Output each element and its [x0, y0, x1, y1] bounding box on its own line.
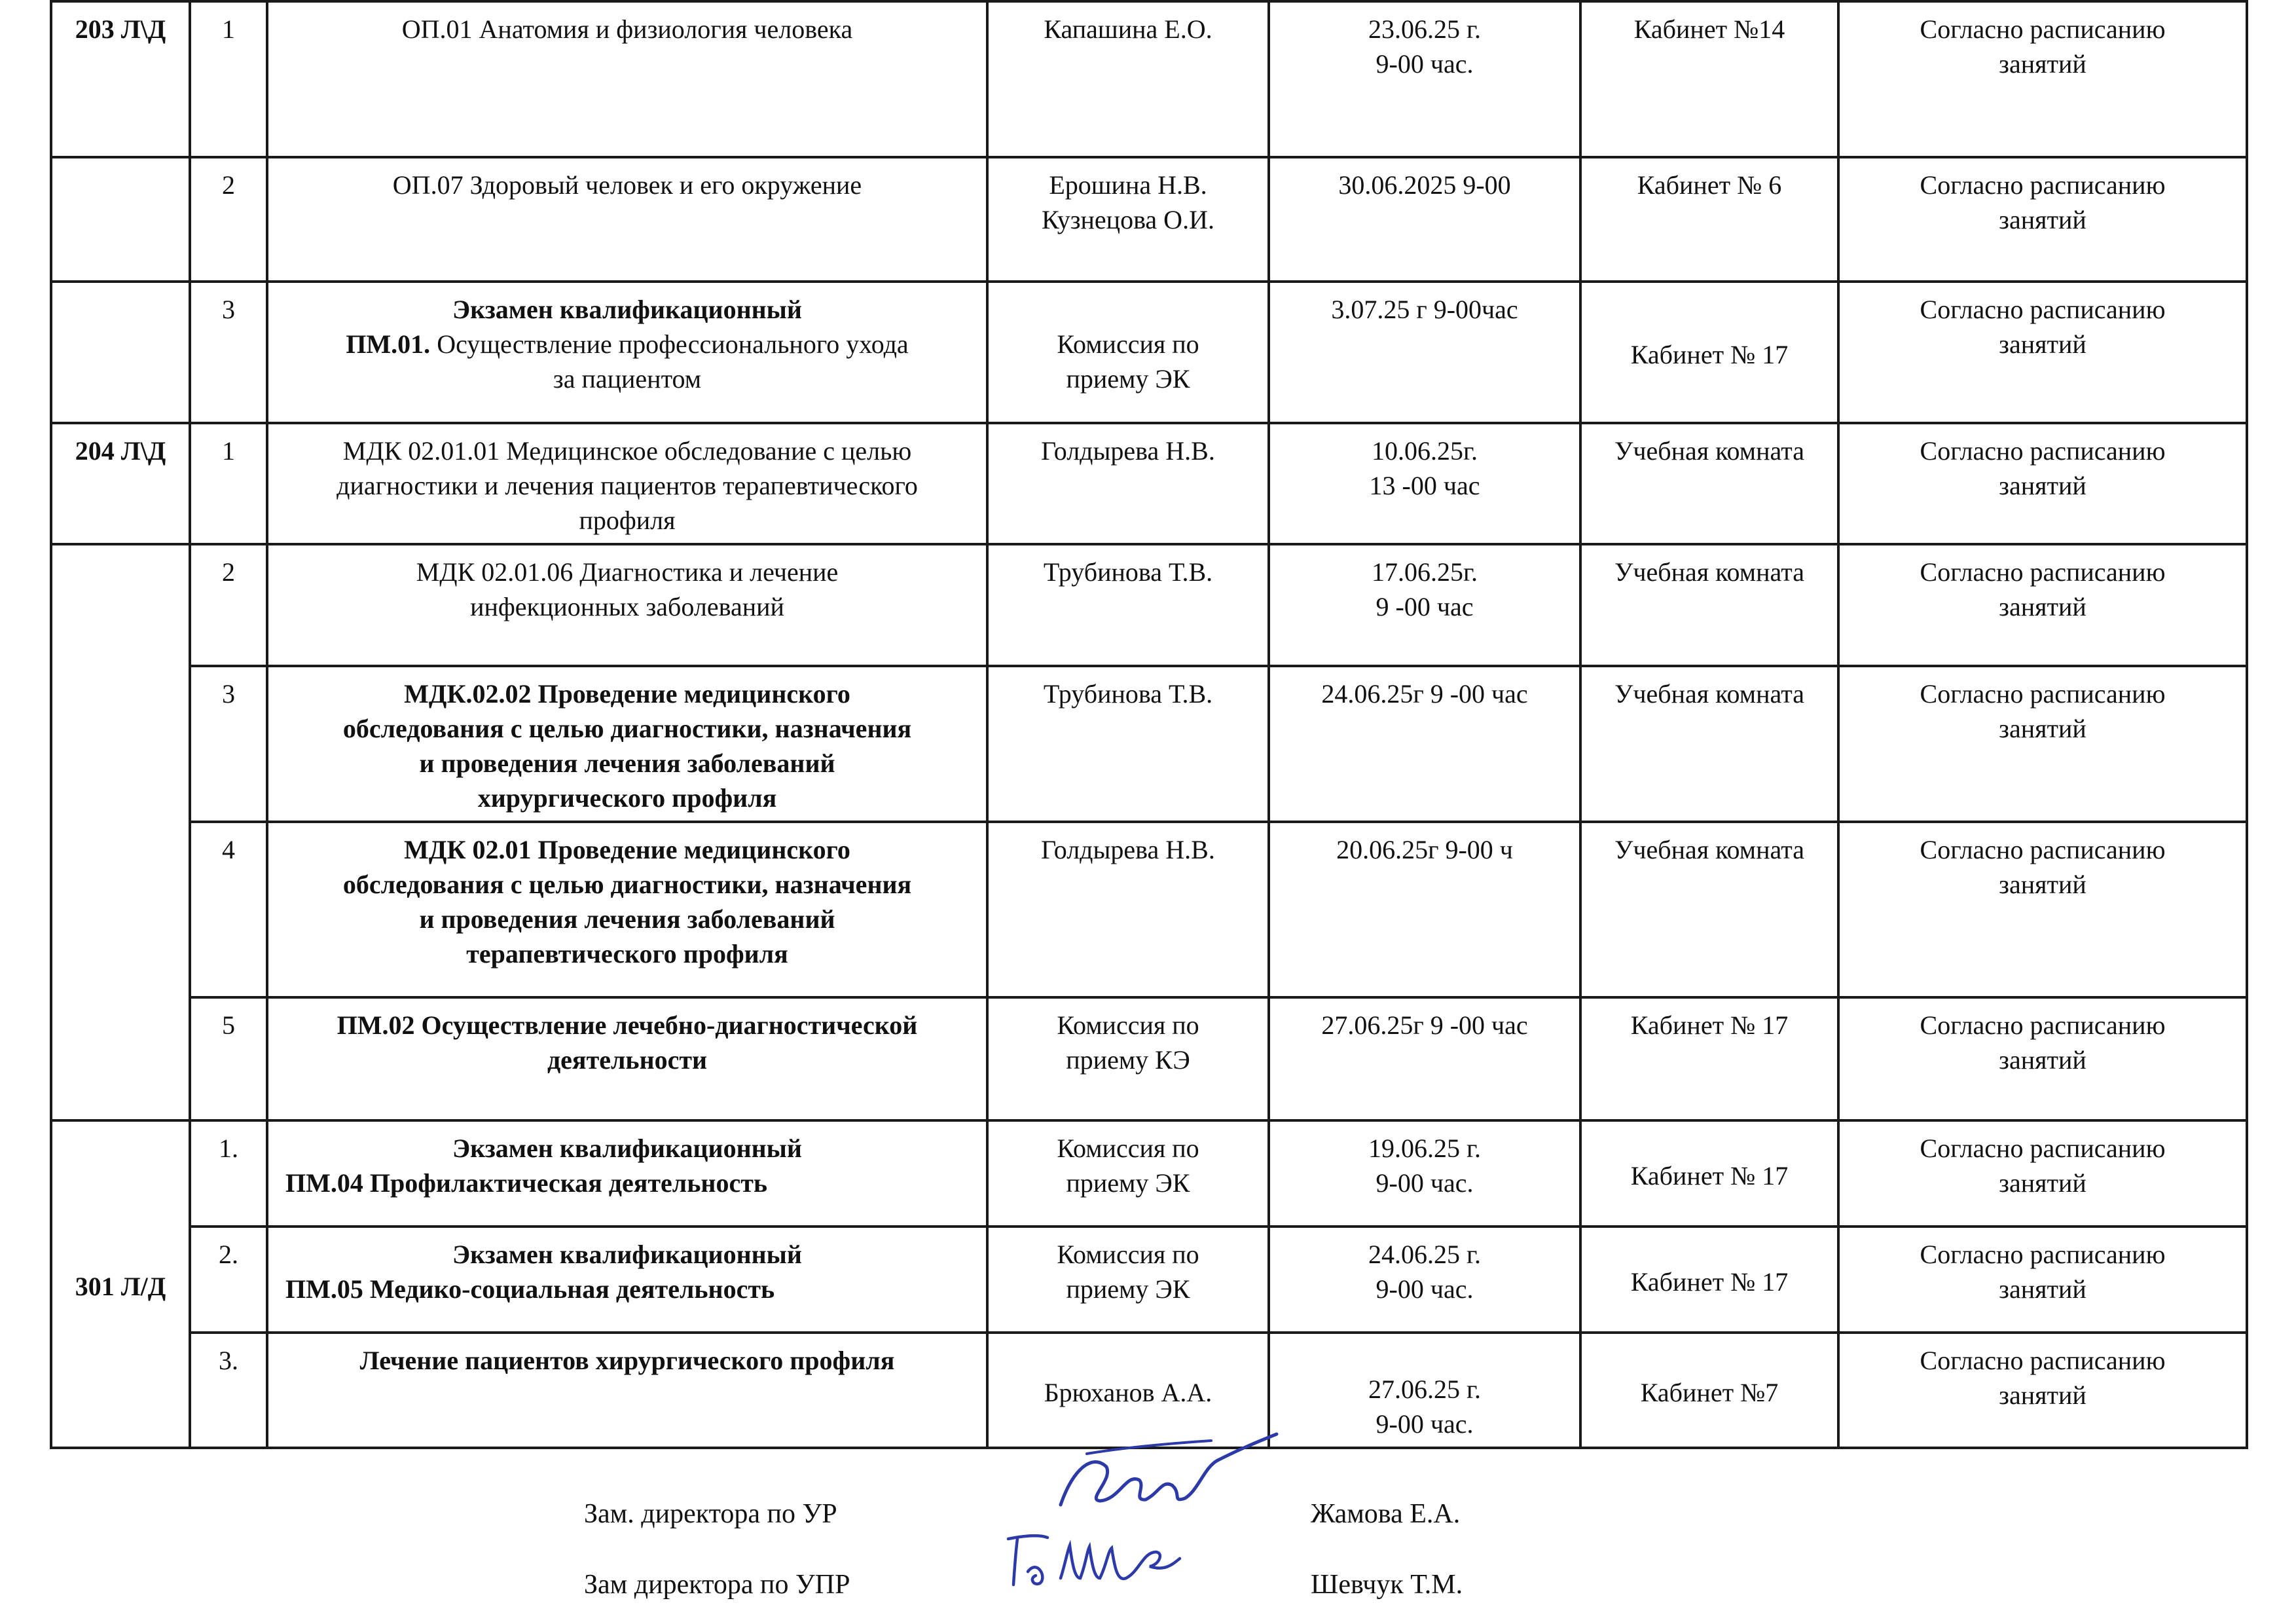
row-number: 3 [190, 282, 267, 423]
teacher-line: Комиссия по [1057, 1240, 1199, 1269]
subject-cell [267, 282, 987, 423]
table-row [51, 423, 2247, 544]
teacher-cell [987, 666, 1269, 822]
date-line: 23.06.25 г. [1368, 14, 1481, 44]
group-cell: 301 Л/Д [51, 1120, 190, 1448]
subject-cell [267, 822, 987, 997]
subject-line: Экзамен квалификационный [452, 1134, 802, 1163]
room-cell: Кабинет №7 [1580, 1333, 1838, 1448]
teacher-line: приему ЭК [1066, 1168, 1190, 1198]
subject-line: обследования с целью диагностики, назначения [342, 714, 912, 743]
group-cell: 203 Л\Д [51, 1, 190, 157]
teacher-line: приему ЭК [1066, 364, 1190, 394]
room-cell: Кабинет № 6 [1580, 157, 1838, 282]
consult-cell [1838, 157, 2247, 282]
consult-line: занятий [1999, 592, 2086, 621]
consult-cell [1838, 997, 2247, 1120]
subject-line: деятельности [547, 1045, 708, 1075]
table-row [51, 544, 2247, 666]
room-cell: Кабинет № 17 [1580, 997, 1838, 1120]
group-cell [51, 544, 190, 1120]
subject-line: и проведения лечения заболеваний [419, 748, 835, 778]
subject-line: ОП.07 Здоровый человек и его окружение [392, 170, 862, 200]
subject-line: Экзамен квалификационный [452, 1240, 802, 1269]
teacher-line: Кузнецова О.И. [1042, 205, 1214, 234]
teacher-line: Ерошина Н.В. [1049, 170, 1207, 200]
date-cell [1269, 666, 1580, 822]
row-number: 5 [190, 997, 267, 1120]
consult-line: Согласно расписанию [1920, 1134, 2166, 1163]
consult-line: Согласно расписанию [1920, 557, 2166, 587]
room-cell: Учебная комната [1580, 822, 1838, 997]
consult-cell [1838, 282, 2247, 423]
consult-cell [1838, 1227, 2247, 1333]
signatory-title-upr: Зам директора по УПР [584, 1570, 850, 1600]
subject-line: МДК.02.02 Проведение медицинского [404, 679, 850, 709]
row-number: 3 [190, 666, 267, 822]
consult-cell [1838, 423, 2247, 544]
row-number: 4 [190, 822, 267, 997]
consult-line: занятий [1999, 714, 2086, 743]
subject-cell [267, 997, 987, 1120]
group-cell [51, 282, 190, 423]
teacher-cell [987, 544, 1269, 666]
subject-cell [267, 1333, 987, 1448]
consult-line: Согласно расписанию [1920, 679, 2166, 709]
consult-line: Согласно расписанию [1920, 170, 2166, 200]
consult-line: занятий [1999, 1045, 2086, 1075]
date-line: 10.06.25г. [1372, 436, 1478, 466]
date-line: 24.06.25г 9 -00 час [1321, 679, 1528, 709]
date-cell [1269, 544, 1580, 666]
date-cell [1269, 282, 1580, 423]
signature-2 [1002, 1526, 1185, 1604]
table-row [51, 157, 2247, 282]
row-number: 2 [190, 157, 267, 282]
teacher-line: приему КЭ [1066, 1045, 1190, 1075]
room-cell: Кабинет №14 [1580, 1, 1838, 157]
subject-line: хирургического профиля [477, 783, 777, 813]
table-row [51, 1120, 2247, 1227]
teacher-line: Голдырева Н.В. [1041, 436, 1215, 466]
date-line: 13 -00 час [1369, 471, 1480, 500]
teacher-line: Комиссия по [1057, 329, 1199, 359]
subject-cell [267, 423, 987, 544]
date-cell [1269, 1227, 1580, 1333]
subject-line: ПМ.02 Осуществление лечебно-диагностической [337, 1010, 918, 1040]
table-row [51, 1227, 2247, 1333]
date-cell [1269, 997, 1580, 1120]
room-cell: Кабинет № 17 [1580, 1227, 1838, 1333]
date-line: 3.07.25 г 9-00час [1331, 295, 1518, 324]
subject-cell [267, 1227, 987, 1333]
subject-line: профиля [579, 506, 676, 535]
consult-line: занятий [1999, 205, 2086, 234]
module-code: ПМ.01. [346, 329, 431, 359]
subject-heading: Экзамен квалификационный [452, 295, 802, 324]
consult-line: занятий [1999, 870, 2086, 899]
consult-line: занятий [1999, 1168, 2086, 1198]
teacher-cell [987, 822, 1269, 997]
consult-line: занятий [1999, 1274, 2086, 1304]
consult-line: занятий [1999, 471, 2086, 500]
consult-line: Согласно расписанию [1920, 1240, 2166, 1269]
date-cell [1269, 423, 1580, 544]
date-cell [1269, 1, 1580, 157]
room-cell: Учебная комната [1580, 423, 1838, 544]
subject-line: ОП.01 Анатомия и физиология человека [401, 14, 853, 44]
teacher-cell [987, 423, 1269, 544]
date-cell [1269, 157, 1580, 282]
subject-line: Осуществление профессионального ухода [437, 329, 909, 359]
teacher-line: Трубинова Т.В. [1043, 557, 1213, 587]
consult-cell [1838, 1333, 2247, 1448]
date-line: 9-00 час. [1376, 1409, 1474, 1439]
teacher-line: Голдырева Н.В. [1041, 835, 1215, 864]
exam-schedule-table [50, 0, 2248, 1449]
date-line: 9-00 час. [1376, 1168, 1474, 1198]
table-row [51, 997, 2247, 1120]
subject-line: и проведения лечения заболеваний [419, 904, 835, 934]
consult-cell [1838, 1120, 2247, 1227]
teacher-line: Комиссия по [1057, 1134, 1199, 1163]
consult-line: Согласно расписанию [1920, 295, 2166, 324]
consult-line: занятий [1999, 1380, 2086, 1410]
subject-line: диагностики и лечения пациентов терапевтического [337, 471, 918, 500]
row-number: 2 [190, 544, 267, 666]
date-cell [1269, 1333, 1580, 1448]
subject-line: МДК 02.01.06 Диагностика и лечение [416, 557, 839, 587]
row-number: 1 [190, 423, 267, 544]
consult-line: занятий [1999, 329, 2086, 359]
date-cell [1269, 1120, 1580, 1227]
consult-line: Согласно расписанию [1920, 14, 2166, 44]
group-cell: 204 Л\Д [51, 423, 190, 544]
subject-line: Лечение пациентов хирургического профиля [359, 1346, 895, 1375]
date-line: 20.06.25г 9-00 ч [1336, 835, 1513, 864]
consult-line: Согласно расписанию [1920, 1010, 2166, 1040]
room-cell: Учебная комната [1580, 666, 1838, 822]
consult-cell [1838, 822, 2247, 997]
consult-line: Согласно расписанию [1920, 436, 2166, 466]
subject-line: МДК 02.01 Проведение медицинского [404, 835, 850, 864]
consult-line: Согласно расписанию [1920, 835, 2166, 864]
date-line: 27.06.25 г. [1368, 1375, 1481, 1404]
teacher-line: Трубинова Т.В. [1043, 679, 1213, 709]
subject-cell [267, 666, 987, 822]
table-row [51, 282, 2247, 423]
subject-line: инфекционных заболеваний [470, 592, 784, 621]
group-cell [51, 157, 190, 282]
consult-line: занятий [1999, 49, 2086, 79]
subject-line: ПМ.04 Профилактическая деятельность [285, 1168, 767, 1198]
subject-cell [267, 544, 987, 666]
teacher-line: Капашина Е.О. [1044, 14, 1212, 44]
date-line: 9 -00 час [1376, 592, 1474, 621]
consult-cell [1838, 544, 2247, 666]
table-row [51, 666, 2247, 822]
teacher-cell [987, 282, 1269, 423]
date-cell [1269, 822, 1580, 997]
subject-line: за пациентом [553, 364, 702, 394]
teacher-line: Брюханов А.А. [1044, 1377, 1212, 1407]
teacher-cell [987, 1, 1269, 157]
consult-cell [1838, 666, 2247, 822]
teacher-line: Комиссия по [1057, 1010, 1199, 1040]
teacher-cell [987, 1227, 1269, 1333]
date-line: 17.06.25г. [1372, 557, 1478, 587]
date-line: 19.06.25 г. [1368, 1134, 1481, 1163]
subject-cell [267, 157, 987, 282]
teacher-line: приему ЭК [1066, 1274, 1190, 1304]
row-number: 2. [190, 1227, 267, 1333]
signatory-name-ur: Жамова Е.А. [1311, 1499, 1461, 1529]
row-number: 3. [190, 1333, 267, 1448]
subject-line: ПМ.05 Медико-социальная деятельность [285, 1274, 775, 1304]
teacher-cell [987, 997, 1269, 1120]
room-cell: Учебная комната [1580, 544, 1838, 666]
subject-line: терапевтического профиля [466, 939, 788, 969]
date-line: 9-00 час. [1376, 49, 1474, 79]
consult-line: Согласно расписанию [1920, 1346, 2166, 1375]
room-cell: Кабинет № 17 [1580, 282, 1838, 423]
signature-1 [1048, 1428, 1283, 1526]
date-line: 24.06.25 г. [1368, 1240, 1481, 1269]
teacher-cell [987, 157, 1269, 282]
signatory-name-upr: Шевчук Т.М. [1311, 1570, 1463, 1600]
date-line: 30.06.2025 9-00 [1338, 170, 1511, 200]
room-cell: Кабинет № 17 [1580, 1120, 1838, 1227]
subject-cell [267, 1, 987, 157]
consult-cell [1838, 1, 2247, 157]
subject-cell [267, 1120, 987, 1227]
table-row [51, 822, 2247, 997]
teacher-cell [987, 1120, 1269, 1227]
date-line: 27.06.25г 9 -00 час [1321, 1010, 1528, 1040]
row-number: 1 [190, 1, 267, 157]
date-line: 9-00 час. [1376, 1274, 1474, 1304]
subject-line: обследования с целью диагностики, назначения [342, 870, 912, 899]
signatory-title-ur: Зам. директора по УР [584, 1499, 837, 1529]
row-number: 1. [190, 1120, 267, 1227]
subject-line: МДК 02.01.01 Медицинское обследование с целью [342, 436, 912, 466]
table-row [51, 1, 2247, 157]
